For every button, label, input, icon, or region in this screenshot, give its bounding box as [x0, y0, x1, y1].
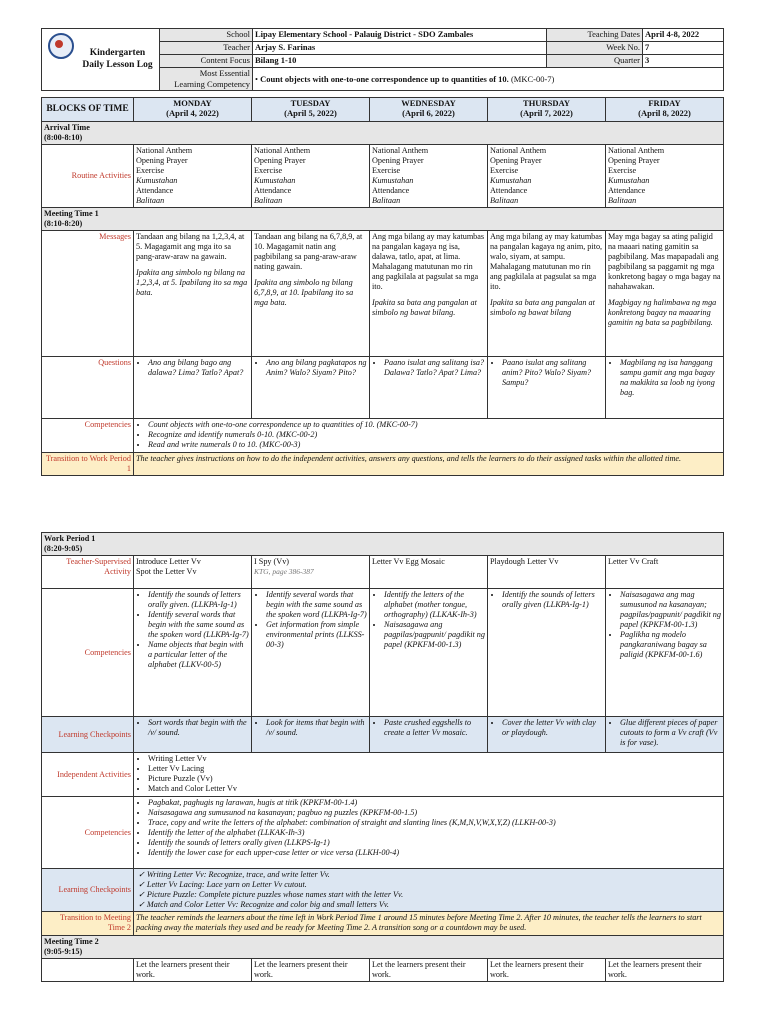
independent-checkpoints-list: ✓ Writing Letter Vv: Recognize, trace, and write letter Vv. ✓ Letter Vv Lacing: Lace yarn on Letter Vv cutout. ✓ Picture Puzzle: Complete picture puzzles whose names start with the letter Vv. ✓ Match and Color Letter Vv: Recognize and color big and small letters Vv. — [134, 869, 724, 912]
content-focus-label: Content Focus — [160, 55, 253, 68]
arrival-time-section: Arrival Time (8:00-8:10) — [42, 122, 724, 145]
tsa-cell-tuesday: I Spy (Vv) KTG, page 386-387 — [252, 556, 370, 589]
day-header-wednesday: WEDNESDAY (April 6, 2022) — [370, 98, 488, 122]
tsa-competency-thursday: • Identify the sounds of letters orally given (LLKPA-Ig-1) — [488, 589, 606, 717]
independent-activities-label: Independent Activities — [42, 753, 134, 797]
meeting2-activity-monday: Let the learners present their work. — [134, 959, 252, 982]
day-header-thursday: THURSDAY (April 7, 2022) — [488, 98, 606, 122]
message-cell-wednesday: Ang mga bilang ay may katumbas na pangalan kagaya ng isa, dalawa, tatlo, apat, at lima. Mahalagang matutunan mo rin ang pagkilala at pagsulat sa mga ito. Ipakita sa bata ang pangalan at simbolo ng bawat bilang. — [370, 231, 488, 357]
quarter-label: Quarter — [547, 55, 643, 68]
question-cell-wednesday: • Paano isulat ang salitang isa? Dalawa? Tatlo? Apat? Lima? — [370, 357, 488, 419]
independent-competencies-label: Competencies — [42, 797, 134, 869]
teaching-dates-value: April 4-8, 2022 — [643, 29, 724, 42]
teacher-supervised-label: Teacher-Supervised Activity — [42, 556, 134, 589]
independent-checkpoints-label: Learning Checkpoints — [42, 869, 134, 912]
message-cell-friday: May mga bagay sa ating paligid na maaari nating gamitin sa pagbibilang. Mas mapapadali ang pagbibilang sa paggamit ng mga konkretong bagay o mga bagay na nahahawakan. Magbigay ng halimbawa ng mga konkretong bagay na maaaring gamitin ng bata sa pagbibilang. — [606, 231, 724, 357]
day-header-tuesday: TUESDAY (April 5, 2022) — [252, 98, 370, 122]
school-value: Lipay Elementary School - Palauig District - SDO Zambales — [253, 29, 547, 42]
teaching-dates-label: Teaching Dates — [547, 29, 643, 42]
meeting2-activity-friday: Let the learners present their work. — [606, 959, 724, 982]
tsa-checkpoint-monday: • Sort words that begin with the /v/ sound. — [134, 717, 252, 753]
tsa-checkpoints-label: Learning Checkpoints — [42, 717, 134, 753]
tsa-checkpoint-thursday: • Cover the letter Vv with clay or playdough. — [488, 717, 606, 753]
header-title-cell — [42, 29, 160, 91]
meeting2-activity-tuesday: Let the learners present their work. — [252, 959, 370, 982]
meeting-time-2-section: Meeting Time 2 (9:05-9:15) — [42, 936, 724, 959]
tsa-checkpoint-friday: • Glue different pieces of paper cutouts to form a Vv craft (Vv is for vase). — [606, 717, 724, 753]
melc-value: • Count objects with one-to-one correspondence up to quantities of 10. (MKC-00-7) — [253, 68, 724, 91]
blocks-of-time-header: BLOCKS OF TIME — [42, 98, 134, 122]
tsa-competencies-label: Competencies — [42, 589, 134, 717]
melc-label: Most Essential Learning Competency — [160, 68, 253, 91]
message-cell-tuesday: Tandaan ang bilang na 6,7,8,9, at 10. Magagamit natin ang pagbibilang sa pang-araw-araw nating gawain. Ipakita ang simbolo ng bilang 6,7,8,9, at 10. Ipabilang ito sa mga bata. — [252, 231, 370, 357]
work-period-1-section: Work Period 1 (8:20-9:05) — [42, 533, 724, 556]
messages-label: Messages — [42, 231, 134, 357]
tsa-checkpoint-wednesday: • Paste crushed eggshells to create a letter Vv mosaic. — [370, 717, 488, 753]
message-cell-monday: Tandaan ang bilang na 1,2,3,4, at 5. Magagamit ang mga ito sa pang-araw-araw na gawain. Ipakita ang simbolo ng bilang na 1,2,3,4, at 5. Ipabilang ito sa mga bata. — [134, 231, 252, 357]
routine-list: National Anthem Opening Prayer Exercise Kumustahan Attendance Balitaan — [134, 145, 252, 208]
routine-list: National Anthem Opening Prayer Exercise Kumustahan Attendance Balitaan — [370, 145, 488, 208]
tsa-cell-monday: Introduce Letter Vv Spot the Letter Vv — [134, 556, 252, 589]
document-title: Kindergarten Daily Lesson Log — [82, 48, 153, 70]
week-label: Week No. — [547, 42, 643, 55]
transition-work-period-text: The teacher gives instructions on how to do the independent activities, answers any questions, and tells the learners to do their assigned tasks within the allotted time. — [134, 453, 724, 476]
tsa-competency-tuesday: • Identify several words that begin with the same sound as the spoken word (LLKPA-Ig-7) • Get information from simple environmental prints (LLKSS-00-3) — [252, 589, 370, 717]
meeting-time-1-section: Meeting Time 1 (8:10-8:20) — [42, 208, 724, 231]
tsa-cell-wednesday: Letter Vv Egg Mosaic — [370, 556, 488, 589]
schedule-table-1 — [41, 97, 724, 476]
tsa-competency-wednesday: • Identify the letters of the alphabet (mother tongue, orthography) (LLKAK-Ih-3) • Naisasagawa ang pagpilas/pagpunit/ pagdikit ng papel (KPKFM-00-1.3) — [370, 589, 488, 717]
routine-list: National Anthem Opening Prayer Exercise Kumustahan Attendance Balitaan — [606, 145, 724, 208]
meeting1-competencies: • Count objects with one-to-one correspondence up to quantities of 10. (MKC-00-7) • Recognize and identify numerals 0-10. (MKC-00-2) • Read and write numerals 0 to 10. (MKC-00-3) — [134, 419, 724, 453]
transition-work-period-label: Transition to Work Period 1 — [42, 453, 134, 476]
question-cell-thursday: • Paano isulat ang salitang anim? Pito? Walo? Siyam? Sampu? — [488, 357, 606, 419]
routine-list: National Anthem Opening Prayer Exercise Kumustahan Attendance Balitaan — [488, 145, 606, 208]
tsa-cell-friday: Letter Vv Craft — [606, 556, 724, 589]
header-table — [41, 28, 724, 91]
schedule-table-2 — [41, 532, 724, 982]
transition-meeting-2-text: The teacher reminds the learners about the time left in Work Period Time 1 around 15 minutes before Meeting Time 2. After 10 minutes, the teacher tells the learners to start packing away the materials they used and be ready for Meeting Time 2. A transition song or a countdown may be used. — [134, 912, 724, 936]
tsa-checkpoint-tuesday: • Look for items that begin with /v/ sound. — [252, 717, 370, 753]
routine-activities-label: Routine Activities — [42, 145, 134, 208]
school-label: School — [160, 29, 253, 42]
meeting2-activity-wednesday: Let the learners present their work. — [370, 959, 488, 982]
teacher-label: Teacher — [160, 42, 253, 55]
day-header-friday: FRIDAY (April 8, 2022) — [606, 98, 724, 122]
message-cell-thursday: Ang mga bilang ay may katumbas na pangalan kagaya ng anim, pito, walo, siyam, at sampu. Mahalagang matutunan mo rin ang pagkilala at pagsulat sa mga ito. Ipakita sa bata ang pangalan at simbolo ng bawat bilang — [488, 231, 606, 357]
content-focus-value: Bilang 1-10 — [253, 55, 547, 68]
competencies-label: Competencies — [42, 419, 134, 453]
teacher-value: Arjay S. Farinas — [253, 42, 547, 55]
transition-meeting-2-label: Transition to Meeting Time 2 — [42, 912, 134, 936]
deped-seal-icon — [48, 33, 74, 59]
question-cell-tuesday: • Ano ang bilang pagkatapos ng Anim? Walo? Siyam? Pito? — [252, 357, 370, 419]
question-cell-friday: • Magbilang ng isa hanggang sampu gamit ang mga bagay na makikita sa loob ng iyong bag. — [606, 357, 724, 419]
tsa-cell-thursday: Playdough Letter Vv — [488, 556, 606, 589]
week-value: 7 — [643, 42, 724, 55]
day-header-monday: MONDAY (April 4, 2022) — [134, 98, 252, 122]
tsa-competency-friday: • Naisasagawa ang mag sumusunod na kasanayan; pagpilas/pagpunit/ pagdikit ng papel (KPKFM-00-1.3) • Paglikha ng modelo pangkaraniwang bagay sa paligid (KPKFM-00-1.6) — [606, 589, 724, 717]
question-cell-monday: • Ano ang bilang bago ang dalawa? Lima? Tatlo? Apat? — [134, 357, 252, 419]
independent-competencies-list: • Pagbakat, paghugis ng larawan, hugis at titik (KPKFM-00-1.4) • Naisasagawa ang sumusunod na kasanayan; pagbuo ng puzzles (KPKFM-00-1.5) • Trace, copy and write the letters of the alphabet: combination of straight and slanting lines (K,M,N,V,W,X,Y,Z) (LLKH-00-3) • Identify the letter of the alphabet (LLKAK-Ih-3) • Identify the sounds of letters orally given (LLKPS-Ig-1) • Identify the lower case for each upper-case letter or vice versa (LLKH-00-4) — [134, 797, 724, 869]
questions-label: Questions — [42, 357, 134, 419]
meeting2-blank-label — [42, 959, 134, 982]
meeting2-activity-thursday: Let the learners present their work. — [488, 959, 606, 982]
tsa-competency-monday: • Identify the sounds of letters orally given. (LLKPA-Ig-1) • Identify several words that begin with the same sound as the spoken word (LLKPA-Ig-7) • Name objects that begin with a particular letter of the alphabet (LLKV-00-5) — [134, 589, 252, 717]
quarter-value: 3 — [643, 55, 724, 68]
routine-list: National Anthem Opening Prayer Exercise Kumustahan Attendance Balitaan — [252, 145, 370, 208]
independent-activities-list: • Writing Letter Vv • Letter Vv Lacing • Picture Puzzle (Vv) • Match and Color Letter Vv — [134, 753, 724, 797]
